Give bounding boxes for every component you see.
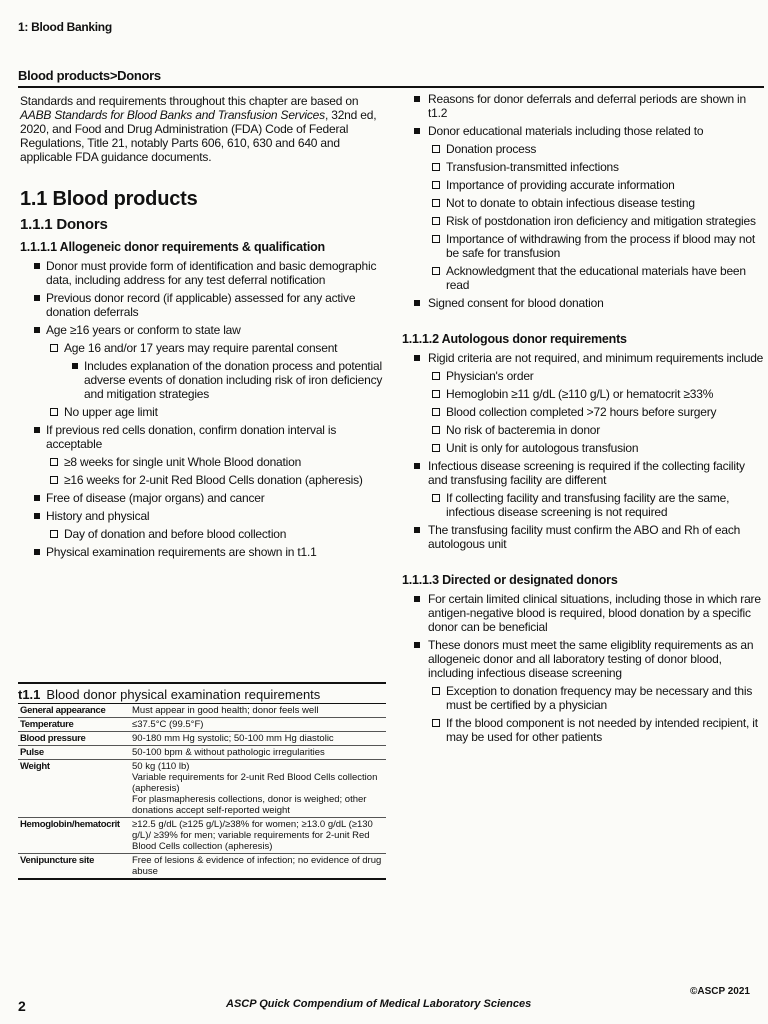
table-row bbox=[18, 746, 386, 760]
heading-1-1-1-1: 1.1.1.1 Allogeneic donor requirements & qualification bbox=[20, 240, 325, 254]
table-key: Venipuncture site bbox=[18, 854, 130, 880]
table-value bbox=[130, 704, 386, 718]
exam-requirements-table bbox=[18, 704, 386, 880]
table-value bbox=[130, 718, 386, 732]
list-item: Free of disease (major organs) and cancer bbox=[20, 491, 388, 505]
table-key: General appearance bbox=[18, 704, 130, 718]
table-key: Blood pressure bbox=[18, 732, 130, 746]
list-item: Age ≥16 years or conform to state law bbox=[20, 323, 388, 337]
table-value bbox=[130, 818, 386, 854]
list-item: Hemoglobin ≥11 g/dL (≥110 g/L) or hematocrit ≥33% bbox=[402, 387, 764, 401]
table-key: Hemoglobin/hematocrit bbox=[18, 818, 130, 854]
left-column bbox=[20, 92, 388, 563]
list-item: These donors must meet the same eligiblity requirements as an allogeneic donor and all laboratory testing of donor blood, including infectious disease screening bbox=[402, 638, 764, 680]
section-header: Blood products>Donors bbox=[18, 68, 161, 83]
list-item: If the blood component is not needed by intended recipient, it may be used for other patients bbox=[402, 716, 764, 744]
table-caption: Blood donor physical examination requirements bbox=[46, 687, 321, 702]
list-item: Acknowledgment that the educational materials have been read bbox=[402, 264, 764, 292]
list-item: ≥16 weeks for 2-unit Red Blood Cells donation (apheresis) bbox=[20, 473, 388, 487]
right-column bbox=[402, 92, 764, 748]
heading-1-1-1-2: 1.1.1.2 Autologous donor requirements bbox=[402, 332, 627, 346]
table-row bbox=[18, 718, 386, 732]
list-item: Signed consent for blood donation bbox=[402, 296, 764, 310]
list-item: History and physical bbox=[20, 509, 388, 523]
table-value bbox=[130, 854, 386, 880]
list-item: The transfusing facility must confirm the ABO and Rh of each autologous unit bbox=[402, 523, 764, 551]
list-item: Transfusion-transmitted infections bbox=[402, 160, 764, 174]
table-value-text: 50 kg (110 lb) bbox=[132, 761, 190, 772]
list-item: Physical examination requirements are shown in t1.1 bbox=[20, 545, 388, 559]
footer-title: ASCP Quick Compendium of Medical Laboratory Sciences bbox=[226, 998, 532, 1010]
list-item: Includes explanation of the donation process and potential adverse events of donation including risk of iron deficiency and mitigation strategies bbox=[20, 359, 388, 401]
list-item: Previous donor record (if applicable) assessed for any active donation deferrals bbox=[20, 291, 388, 319]
list-item: Blood collection completed >72 hours before surgery bbox=[402, 405, 764, 419]
table-value-text: ≥12.5 g/dL (≥125 g/L)/≥38% for women; ≥13.0 g/dL (≥130 g/L)/ ≥39% for men; variable requirements for 2-unit Red Blood Cells collection (apheresis) bbox=[132, 819, 373, 852]
list-item: For certain limited clinical situations, including those in which rare antigen-negative blood is required, blood donation by a specific donor can be beneficial bbox=[402, 592, 764, 634]
table-row bbox=[18, 732, 386, 746]
list-item: Importance of providing accurate information bbox=[402, 178, 764, 192]
education-list bbox=[402, 92, 764, 310]
table-value-text: 50-100 bpm & without pathologic irregularities bbox=[132, 747, 325, 758]
list-item: Rigid criteria are not required, and minimum requirements include bbox=[402, 351, 764, 365]
list-item: Donor educational materials including those related to bbox=[402, 124, 764, 138]
table-row bbox=[18, 760, 386, 818]
list-item: Importance of withdrawing from the process if blood may not be safe for transfusion bbox=[402, 232, 764, 260]
table-t1-1 bbox=[18, 682, 386, 880]
table-value bbox=[130, 760, 386, 818]
table-value-text: ≤37.5°C (99.5°F) bbox=[132, 719, 204, 730]
table-value-text: Free of lesions & evidence of infection; no evidence of drug abuse bbox=[132, 855, 382, 877]
heading-1-1-1: 1.1.1 Donors bbox=[20, 216, 108, 233]
table-title bbox=[18, 682, 386, 704]
list-item: Age 16 and/or 17 years may require parental consent bbox=[20, 341, 388, 355]
list-item: Donation process bbox=[402, 142, 764, 156]
list-item: If previous red cells donation, confirm donation interval is acceptable bbox=[20, 423, 388, 451]
autologous-requirements-list bbox=[402, 351, 764, 551]
table-value bbox=[130, 746, 386, 760]
list-item: No risk of bacteremia in donor bbox=[402, 423, 764, 437]
list-item: Risk of postdonation iron deficiency and mitigation strategies bbox=[402, 214, 764, 228]
table-value-text: Must appear in good health; donor feels well bbox=[132, 705, 319, 716]
page-number: 2 bbox=[18, 998, 26, 1014]
list-item: Infectious disease screening is required if the collecting facility and transfusing facility are different bbox=[402, 459, 764, 487]
table-row bbox=[18, 704, 386, 718]
heading-1-1-1-3: 1.1.1.3 Directed or designated donors bbox=[402, 573, 618, 587]
table-value-text: For plasmapheresis collections, donor is weighed; other donations accept self-reported weight bbox=[132, 794, 367, 816]
allogeneic-requirements-list bbox=[20, 259, 388, 559]
table-key: Temperature bbox=[18, 718, 130, 732]
list-item: No upper age limit bbox=[20, 405, 388, 419]
table-key: Pulse bbox=[18, 746, 130, 760]
list-item: Reasons for donor deferrals and deferral periods are shown in t1.2 bbox=[402, 92, 764, 120]
table-number: t1.1 bbox=[18, 687, 41, 702]
table-key: Weight bbox=[18, 760, 130, 818]
list-item: Donor must provide form of identification and basic demographic data, including address for any test deferral notification bbox=[20, 259, 388, 287]
table-value-text: 90-180 mm Hg systolic; 50-100 mm Hg diastolic bbox=[132, 733, 334, 744]
header-rule bbox=[18, 86, 764, 88]
intro-citation: AABB Standards for Blood Banks and Transfusion Services bbox=[20, 108, 325, 122]
table-value-text: Variable requirements for 2-unit Red Blood Cells collection (apheresis) bbox=[132, 772, 378, 794]
table-value bbox=[130, 732, 386, 746]
chapter-header: 1: Blood Banking bbox=[18, 20, 112, 34]
list-item: ≥8 weeks for single unit Whole Blood donation bbox=[20, 455, 388, 469]
table-row bbox=[18, 818, 386, 854]
intro-text-1: Standards and requirements throughout this chapter are based on bbox=[20, 94, 359, 108]
heading-1-1: 1.1 Blood products bbox=[20, 188, 198, 210]
list-item: Unit is only for autologous transfusion bbox=[402, 441, 764, 455]
table-row bbox=[18, 854, 386, 880]
list-item: Exception to donation frequency may be necessary and this must be certified by a physician bbox=[402, 684, 764, 712]
list-item: Not to donate to obtain infectious disease testing bbox=[402, 196, 764, 210]
list-item: Day of donation and before blood collection bbox=[20, 527, 388, 541]
directed-donor-list bbox=[402, 592, 764, 744]
list-item: Physician's order bbox=[402, 369, 764, 383]
copyright: ©ASCP 2021 bbox=[690, 986, 750, 997]
list-item: If collecting facility and transfusing facility are the same, infectious disease screening is not required bbox=[402, 491, 764, 519]
intro-paragraph bbox=[20, 94, 388, 164]
intro-text-2: , 32nd ed, 2020, and Food and Drug Administration (FDA) Code of Federal Regulations, Title 21, notably Parts 606, 610, 630 and 640 and applicable FDA guidance documents. bbox=[20, 108, 377, 164]
